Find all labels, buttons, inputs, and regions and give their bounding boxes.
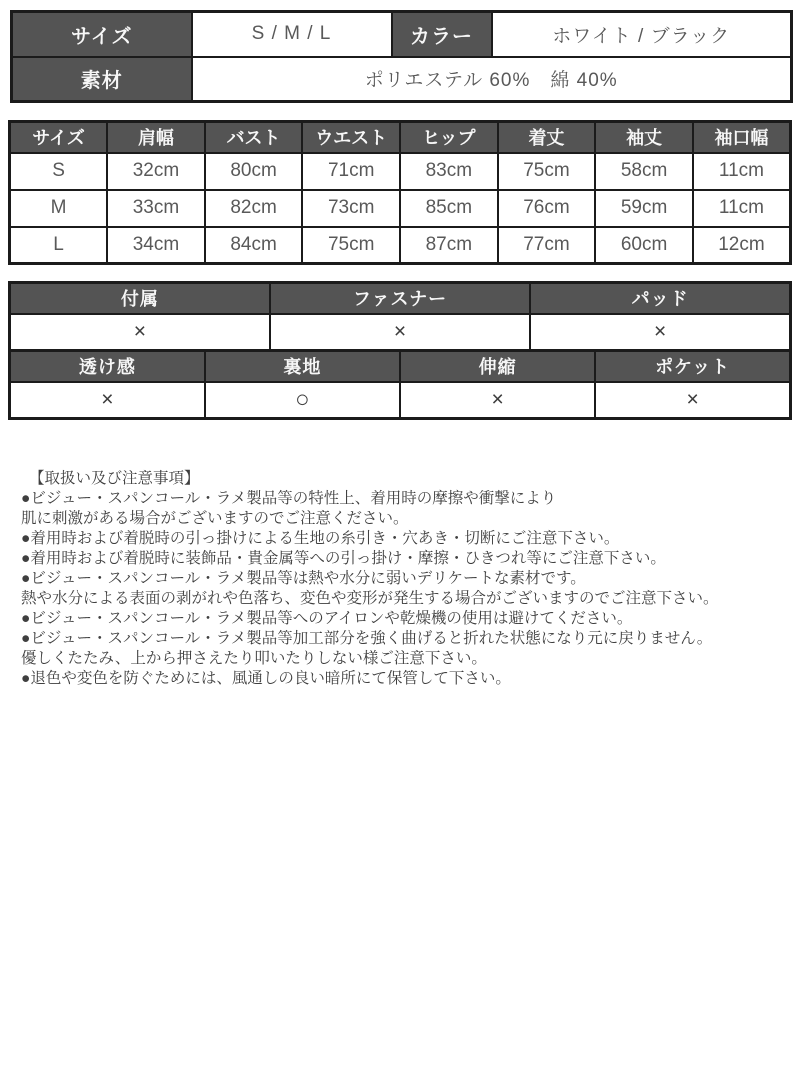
meas-cell: 75cm bbox=[302, 227, 400, 264]
meas-cell: 33cm bbox=[107, 190, 205, 227]
feature-header-cell: 付属 bbox=[10, 283, 270, 314]
meas-cell: 12cm bbox=[693, 227, 791, 264]
meas-cell: 75cm bbox=[498, 153, 596, 190]
features-a-header-row bbox=[10, 283, 791, 314]
material-row bbox=[12, 57, 792, 102]
measurements-row-s bbox=[10, 153, 791, 190]
meas-cell: 60cm bbox=[595, 227, 693, 264]
meas-header-cell: バスト bbox=[205, 122, 303, 153]
meas-cell: 73cm bbox=[302, 190, 400, 227]
notes-title: 【取扱い及び注意事項】 bbox=[29, 470, 200, 487]
feature-header-cell: 伸縮 bbox=[400, 351, 595, 382]
meas-header-cell: ヒップ bbox=[400, 122, 498, 153]
feature-header-cell: ファスナー bbox=[270, 283, 530, 314]
meas-cell: 82cm bbox=[205, 190, 303, 227]
notes-line: 肌に刺激がある場合がございますのでご注意ください。 bbox=[21, 510, 409, 527]
meas-cell: M bbox=[10, 190, 108, 227]
meas-cell: 59cm bbox=[595, 190, 693, 227]
meas-header-cell: 着丈 bbox=[498, 122, 596, 153]
measurements-row-m bbox=[10, 190, 791, 227]
feature-value-cell: × bbox=[270, 314, 530, 351]
notes-line: ●ビジュー・スパンコール・ラメ製品等の特性上、着用時の摩擦や衝撃により bbox=[21, 490, 557, 507]
notes-line: ●退色や変色を防ぐためには、風通しの良い暗所にて保管して下さい。 bbox=[21, 670, 511, 687]
feature-value-cell: × bbox=[400, 382, 595, 419]
features-a-value-row bbox=[10, 314, 791, 351]
color-value-cell: ホワイト / ブラック bbox=[492, 12, 792, 57]
measurements-header-row bbox=[10, 122, 791, 153]
features-table-a bbox=[8, 281, 792, 352]
notes-line: ●着用時および着脱時の引っ掛けによる生地の糸引き・穴あき・切断にご注意下さい。 bbox=[21, 530, 620, 547]
meas-cell: 58cm bbox=[595, 153, 693, 190]
color-label-cell: カラー bbox=[392, 12, 492, 57]
meas-header-cell: 袖口幅 bbox=[693, 122, 791, 153]
notes-line: ●着用時および着脱時に装飾品・貴金属等への引っ掛け・摩擦・ひきつれ等にご注意下さい。 bbox=[21, 550, 666, 567]
meas-cell: 76cm bbox=[498, 190, 596, 227]
size-color-row bbox=[12, 12, 792, 57]
notes-line: ●ビジュー・スパンコール・ラメ製品等は熱や水分に弱いデリケートな素材です。 bbox=[21, 570, 586, 587]
handling-notes bbox=[21, 469, 770, 689]
features-table-b bbox=[8, 349, 792, 420]
measurements-table bbox=[8, 120, 792, 265]
feature-header-cell: 透け感 bbox=[10, 351, 205, 382]
feature-value-cell: × bbox=[10, 382, 205, 419]
notes-line: ●ビジュー・スパンコール・ラメ製品等へのアイロンや乾燥機の使用は避けてください。 bbox=[21, 610, 633, 627]
size-value-cell: S / M / L bbox=[192, 12, 392, 57]
notes-line: 熱や水分による表面の剥がれや色落ち、変色や変形が発生する場合がございますのでご注意下さい。 bbox=[21, 590, 719, 607]
meas-cell: 34cm bbox=[107, 227, 205, 264]
feature-value-cell: × bbox=[530, 314, 790, 351]
meas-cell: 84cm bbox=[205, 227, 303, 264]
meas-cell: S bbox=[10, 153, 108, 190]
feature-header-cell: ポケット bbox=[595, 351, 790, 382]
meas-cell: 11cm bbox=[693, 153, 791, 190]
meas-cell: 85cm bbox=[400, 190, 498, 227]
meas-cell: 77cm bbox=[498, 227, 596, 264]
feature-header-cell: パッド bbox=[530, 283, 790, 314]
feature-value-cell: × bbox=[10, 314, 270, 351]
meas-cell: 71cm bbox=[302, 153, 400, 190]
notes-line: 優しくたたみ、上から押さえたり叩いたりしない様ご注意下さい。 bbox=[21, 650, 487, 667]
meas-cell: 80cm bbox=[205, 153, 303, 190]
meas-cell: 83cm bbox=[400, 153, 498, 190]
meas-cell: 11cm bbox=[693, 190, 791, 227]
notes-line: ●ビジュー・スパンコール・ラメ製品等加工部分を強く曲げると折れた状態になり元に戻りません。 bbox=[21, 630, 713, 647]
meas-header-cell: ウエスト bbox=[302, 122, 400, 153]
material-value-cell: ポリエステル 60% 綿 40% bbox=[192, 57, 792, 102]
features-b-value-row bbox=[10, 382, 791, 419]
material-label-cell: 素材 bbox=[12, 57, 192, 102]
feature-header-cell: 裏地 bbox=[205, 351, 400, 382]
measurements-row-l bbox=[10, 227, 791, 264]
meas-cell: 87cm bbox=[400, 227, 498, 264]
size-color-material-table bbox=[10, 10, 793, 103]
meas-header-cell: 袖丈 bbox=[595, 122, 693, 153]
size-label-cell: サイズ bbox=[12, 12, 192, 57]
features-b-header-row bbox=[10, 351, 791, 382]
meas-header-cell: 肩幅 bbox=[107, 122, 205, 153]
meas-cell: 32cm bbox=[107, 153, 205, 190]
feature-value-cell: × bbox=[595, 382, 790, 419]
meas-header-cell: サイズ bbox=[10, 122, 108, 153]
feature-value-cell: ○ bbox=[205, 382, 400, 419]
meas-cell: L bbox=[10, 227, 108, 264]
